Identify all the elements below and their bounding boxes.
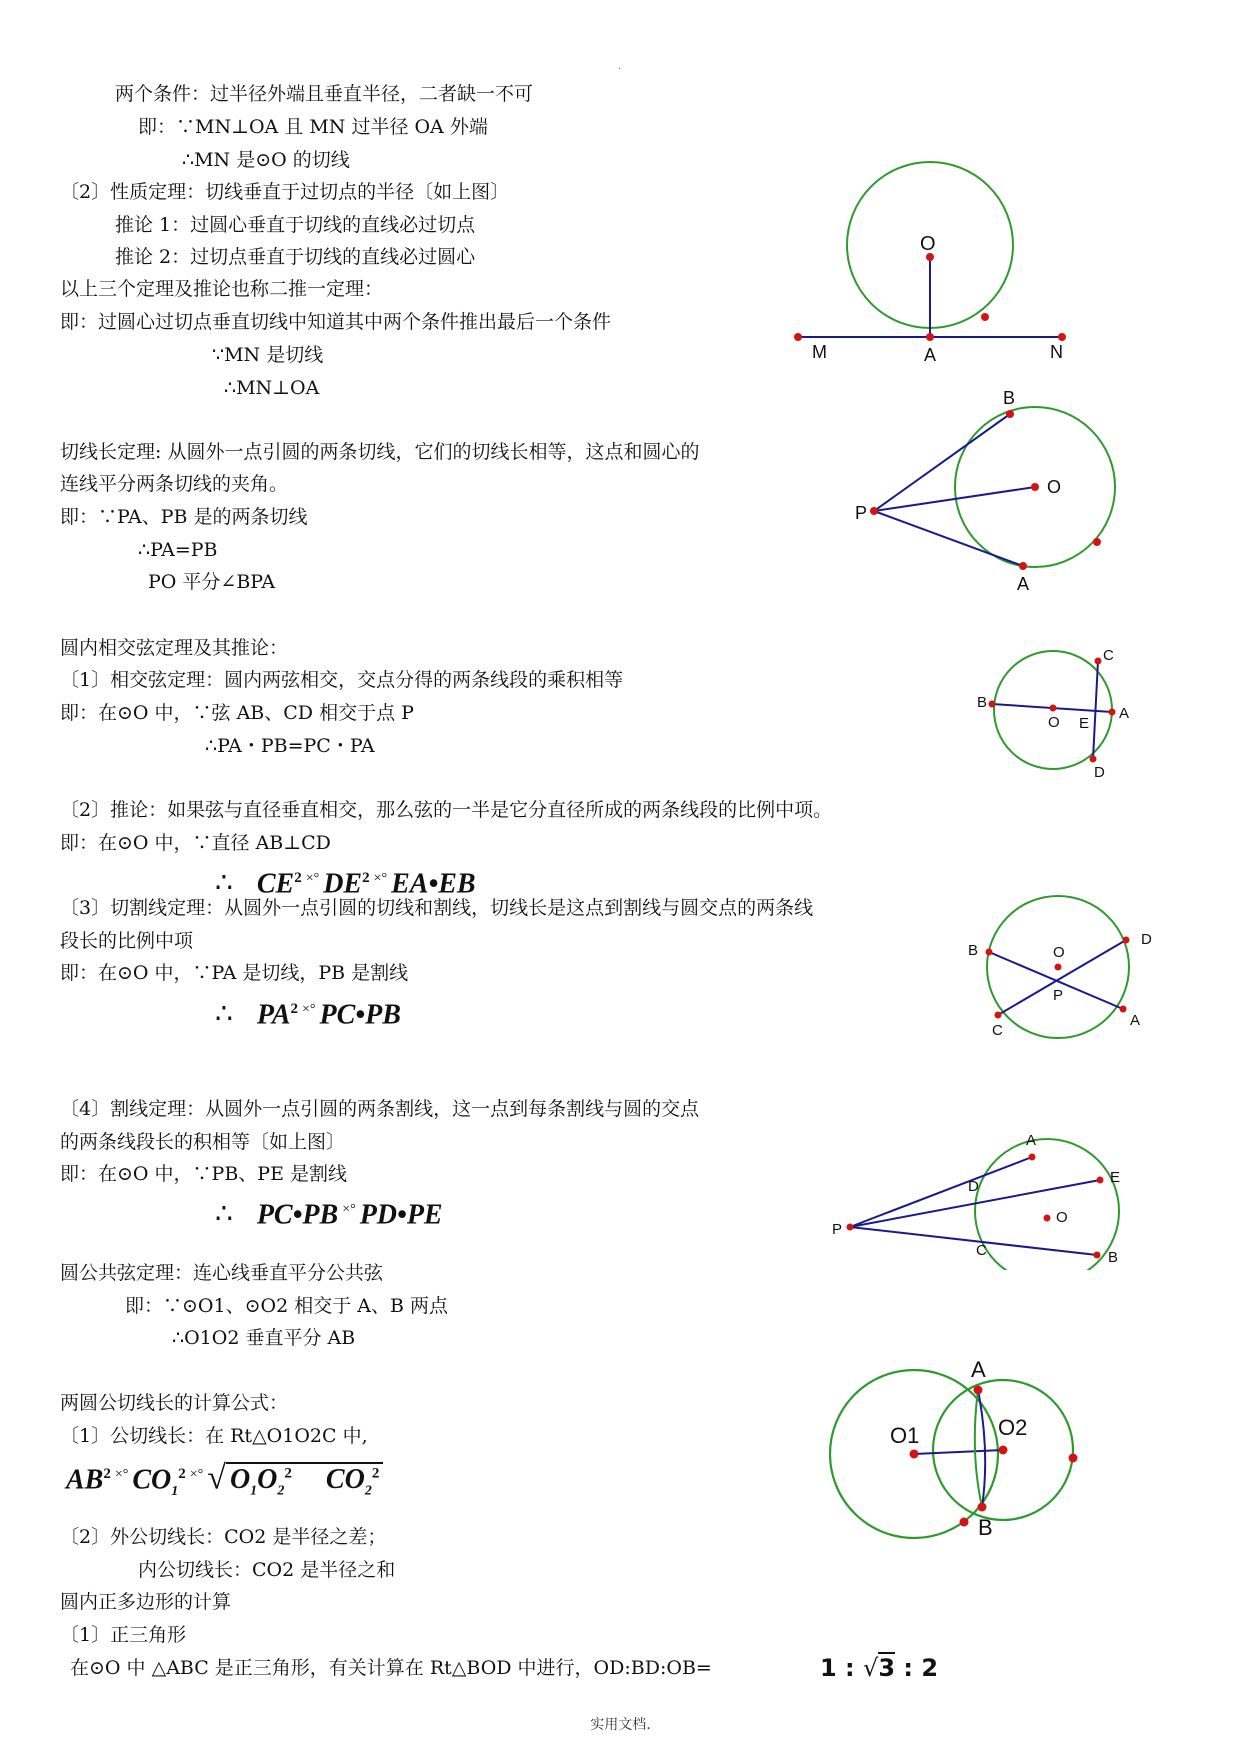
label-n: N bbox=[1050, 342, 1063, 362]
tangent-pa bbox=[874, 511, 1023, 566]
text-line: 两个条件：过半径外端且垂直半径，二者缺一不可 bbox=[115, 83, 534, 105]
formula-term: EA•EB bbox=[391, 868, 476, 900]
text-line: ∴PA=PB bbox=[138, 539, 218, 561]
label-a: A bbox=[924, 345, 937, 365]
label-o: O bbox=[920, 233, 936, 255]
point-on-circle bbox=[1093, 538, 1101, 546]
figure-common-chord bbox=[820, 1355, 1120, 1555]
sqrt-body bbox=[226, 1462, 383, 1499]
point-o bbox=[1031, 483, 1039, 491]
point-a bbox=[1120, 1006, 1127, 1013]
exponent: 2 bbox=[290, 1001, 299, 1017]
sqrt-icon: √ bbox=[207, 1459, 226, 1497]
formula-term: O bbox=[229, 1464, 251, 1496]
label-b: B bbox=[968, 942, 979, 959]
formula-term: AB bbox=[66, 1464, 104, 1496]
text-line: 连线平分两条切线的夹角。 bbox=[60, 473, 289, 495]
text-line: 〔3〕切割线定理：从圆外一点引圆的切线和割线，切线长是这点到割线与圆交点的两条线 bbox=[60, 897, 814, 919]
therefore-symbol: ∴ bbox=[215, 1199, 233, 1231]
formula-pa bbox=[215, 993, 401, 1031]
text-line: ∴MN 是⊙O 的切线 bbox=[182, 149, 350, 171]
text-line: 〔2〕外公切线长：CO2 是半径之差； bbox=[60, 1526, 387, 1548]
text-line: 即：在⊙O 中，∵弦 AB、CD 相交于点 P bbox=[60, 702, 414, 724]
point-a bbox=[974, 1386, 983, 1395]
subscript: 2 bbox=[277, 1483, 285, 1499]
point-m bbox=[794, 333, 802, 341]
label-a: A bbox=[1026, 1132, 1037, 1149]
garbled-symbol: ×° bbox=[302, 1002, 316, 1017]
point-c bbox=[995, 1012, 1002, 1019]
text-line: 圆内相交弦定理及其推论： bbox=[60, 637, 289, 659]
label-o: O bbox=[1047, 477, 1062, 497]
center-line-o1o2 bbox=[914, 1450, 1003, 1454]
point-o bbox=[1044, 1215, 1051, 1222]
formula-term: PD•PE bbox=[359, 1199, 443, 1231]
figure-two-secants bbox=[820, 1120, 1140, 1270]
ratio-part: 1 : bbox=[820, 1654, 855, 1682]
exponent: 2 bbox=[103, 1466, 111, 1482]
label-b: B bbox=[1003, 390, 1016, 408]
formula-ab bbox=[66, 1458, 383, 1508]
label-o: O bbox=[1053, 944, 1065, 961]
text-line: ∵MN 是切线 bbox=[212, 344, 324, 366]
label-c: C bbox=[992, 1022, 1003, 1039]
label-a: A bbox=[971, 1357, 986, 1382]
point-b bbox=[989, 701, 996, 708]
ratio-part: 3 bbox=[878, 1654, 896, 1682]
figure-intersecting-chords bbox=[965, 645, 1155, 780]
formula-term: CO bbox=[132, 1464, 172, 1496]
label-b: B bbox=[978, 1515, 993, 1540]
text-line: 圆公共弦定理：连心线垂直平分公共弦 bbox=[60, 1262, 384, 1284]
point-a bbox=[1029, 1154, 1036, 1161]
text-line: 即：∵MN⊥OA 且 MN 过半径 OA 外端 bbox=[138, 116, 488, 138]
exponent: 2 bbox=[178, 1466, 186, 1482]
label-o: O bbox=[1048, 714, 1060, 731]
point-on-circle bbox=[1069, 1454, 1078, 1463]
point-d bbox=[1123, 937, 1130, 944]
text-line: 在⊙O 中 △ABC 是正三角形，有关计算在 Rt△BOD 中进行，OD:BD:OB= bbox=[70, 1657, 712, 1679]
point-b bbox=[1094, 1252, 1101, 1259]
text-line: 推论 2：过切点垂直于切线的直线必过圆心 bbox=[115, 246, 476, 268]
point-p bbox=[870, 507, 878, 515]
label-d: D bbox=[1094, 764, 1105, 780]
label-a: A bbox=[1130, 1012, 1141, 1029]
point-d bbox=[1090, 756, 1097, 763]
formula-term: PC•PB bbox=[256, 1199, 339, 1231]
label-p: P bbox=[855, 503, 868, 523]
point-o1 bbox=[910, 1450, 919, 1459]
text-line: 推论 1：过圆心垂直于切线的直线必过切点 bbox=[115, 214, 476, 236]
garbled-symbol: ×° bbox=[189, 1467, 204, 1482]
ratio-part: : 2 bbox=[903, 1654, 939, 1682]
text-line: 〔1〕正三角形 bbox=[60, 1624, 187, 1646]
point-on-circle bbox=[981, 313, 989, 321]
text-line: 两圆公切线长的计算公式： bbox=[60, 1392, 289, 1414]
label-e: E bbox=[1110, 1169, 1121, 1186]
point-b bbox=[978, 1503, 987, 1512]
point-p bbox=[847, 1224, 854, 1231]
text-line: 〔2〕推论：如果弦与直径垂直相交，那么弦的一半是它分直径所成的两条线段的比例中项。 bbox=[60, 799, 833, 821]
text-line: 〔2〕性质定理：切线垂直于过切点的半径〔如上图〕 bbox=[60, 181, 510, 203]
text-line: 的两条线段长的积相等〔如上图〕 bbox=[60, 1131, 346, 1153]
subscript: 2 bbox=[364, 1483, 372, 1499]
exponent: 2 bbox=[362, 870, 370, 886]
formula-ce-de bbox=[215, 862, 476, 900]
figure-tangent-line bbox=[780, 150, 1080, 365]
point-on-circle bbox=[960, 1518, 969, 1527]
text-line: 即：在⊙O 中，∵PA 是切线，PB 是割线 bbox=[60, 962, 409, 984]
point-e bbox=[1097, 1177, 1104, 1184]
garbled-symbol: ×° bbox=[373, 871, 388, 886]
exponent: 2 bbox=[294, 870, 302, 886]
text-line: 即：∵PA、PB 是的两条切线 bbox=[60, 506, 308, 528]
label-b: B bbox=[977, 694, 988, 711]
label-o: O bbox=[1056, 1209, 1068, 1226]
text-line: 切线长定理: 从圆外一点引圆的两条切线，它们的切线长相等，这点和圆心的 bbox=[60, 441, 700, 463]
point-a bbox=[926, 333, 934, 341]
label-b: B bbox=[1108, 1249, 1119, 1266]
garbled-symbol: ×° bbox=[305, 871, 320, 886]
point-c bbox=[1095, 658, 1102, 665]
text-line: 即：过圆心过切点垂直切线中知道其中两个条件推出最后一个条件 bbox=[60, 311, 612, 333]
therefore-symbol: ∴ bbox=[215, 999, 233, 1031]
label-a: A bbox=[1017, 574, 1030, 594]
point-n bbox=[1058, 333, 1066, 341]
circle bbox=[975, 1139, 1119, 1270]
text-line: PO 平分∠BPA bbox=[148, 571, 276, 593]
label-o2: O2 bbox=[998, 1415, 1028, 1440]
text-line: ∴PA・PB=PC・PA bbox=[205, 735, 375, 757]
label-o1: O1 bbox=[890, 1423, 920, 1448]
secant-pa bbox=[850, 1157, 1032, 1227]
text-line: 即：在⊙O 中，∵PB、PE 是割线 bbox=[60, 1163, 347, 1185]
ratio-formula bbox=[820, 1653, 938, 1683]
exponent: 2 bbox=[284, 1466, 292, 1482]
label-c: C bbox=[976, 1242, 987, 1259]
page-footer: 实用文档. bbox=[590, 1717, 651, 1733]
subscript: 1 bbox=[171, 1483, 179, 1499]
sqrt-icon: √ bbox=[863, 1654, 879, 1682]
formula-term: DE bbox=[323, 868, 363, 900]
figure-tangent-length bbox=[845, 390, 1145, 600]
label-c: C bbox=[1103, 647, 1114, 664]
text-line: 即：在⊙O 中，∵直径 AB⊥CD bbox=[60, 832, 331, 854]
label-p: P bbox=[832, 1221, 843, 1238]
figure-chords-p bbox=[955, 885, 1165, 1050]
label-a: A bbox=[1119, 705, 1130, 722]
garbled-symbol: ×° bbox=[114, 1467, 129, 1482]
therefore-symbol: ∴ bbox=[215, 868, 233, 900]
secant-pb bbox=[850, 1227, 1097, 1255]
text-line: 以上三个定理及推论也称二推一定理： bbox=[60, 278, 384, 300]
tangent-pb bbox=[874, 414, 1010, 511]
label-m: M bbox=[812, 342, 827, 362]
subscript: 1 bbox=[250, 1483, 258, 1499]
point-o bbox=[1055, 964, 1062, 971]
label-d: D bbox=[1141, 931, 1152, 948]
label-e: E bbox=[1079, 715, 1090, 732]
text-line: 〔4〕割线定理：从圆外一点引圆的两条割线，这一点到每条割线与圆的交点 bbox=[60, 1098, 700, 1120]
garbled-symbol: ×° bbox=[342, 1202, 356, 1217]
formula-term: O bbox=[257, 1464, 278, 1496]
text-line: 内公切线长：CO2 是半径之和 bbox=[138, 1559, 396, 1581]
formula-term: PC•PB bbox=[319, 999, 401, 1031]
text-line: 即：∵⊙O1、⊙O2 相交于 A、B 两点 bbox=[125, 1295, 448, 1317]
top-mark: · bbox=[618, 64, 622, 75]
formula-term: PA bbox=[256, 999, 291, 1031]
label-d: D bbox=[968, 1178, 979, 1195]
label-p: P bbox=[1053, 987, 1064, 1004]
point-b bbox=[986, 949, 993, 956]
point-a bbox=[1019, 562, 1027, 570]
point-a bbox=[1109, 709, 1116, 716]
text-line: 圆内正多边形的计算 bbox=[60, 1591, 232, 1613]
text-line: 〔1〕公切线长：在 Rt△O1O2C 中, bbox=[60, 1425, 368, 1447]
exponent: 2 bbox=[371, 1466, 380, 1482]
formula-term: CO bbox=[325, 1464, 365, 1496]
text-line: 〔1〕相交弦定理：圆内两弦相交，交点分得的两条线段的乘积相等 bbox=[60, 669, 624, 691]
text-line: ∴MN⊥OA bbox=[224, 377, 320, 399]
point-b bbox=[1006, 410, 1014, 418]
formula-pc-pb bbox=[215, 1194, 443, 1231]
text-line: 段长的比例中项 bbox=[60, 930, 194, 952]
point-o2 bbox=[999, 1446, 1008, 1455]
formula-term: CE bbox=[256, 868, 295, 900]
point-o bbox=[1050, 705, 1057, 712]
text-line: ∴O1O2 垂直平分 AB bbox=[172, 1327, 356, 1349]
